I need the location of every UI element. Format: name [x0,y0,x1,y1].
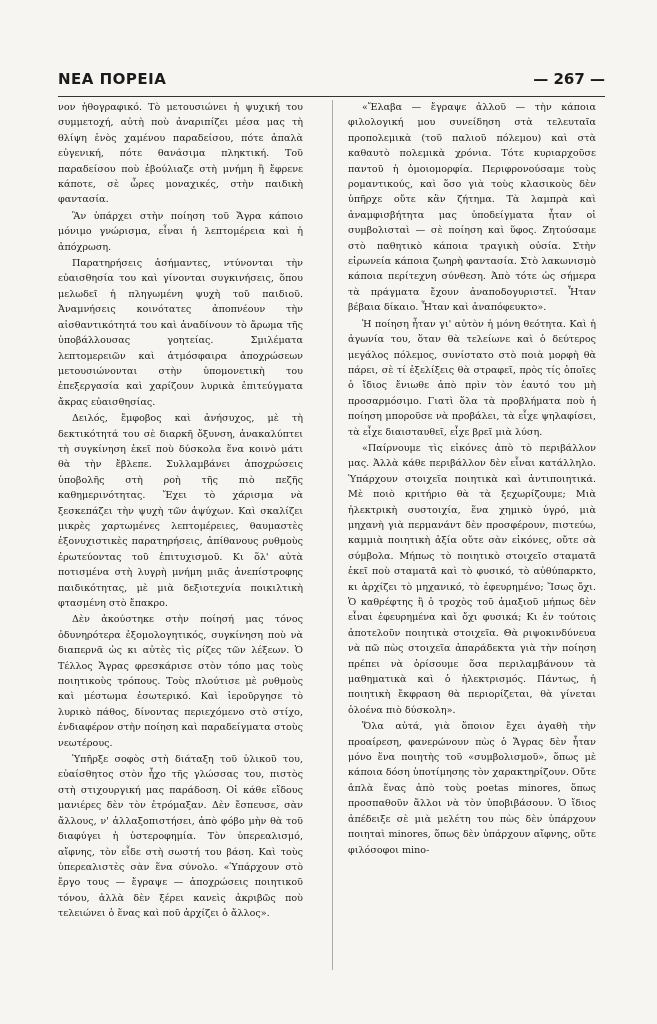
paragraph: Ὅλα αὐτά, γιὰ ὅποιον ἔχει ἀγαθὴ τὴν προαίρεση, φανερώνουν πὼς ὁ Ἄγρας δὲν ἦταν μόνο ἕνα ποιητὴς τοῦ «συμβολισμοῦ», ὅπως μὲ κάποια δόση ὑποτίμησης τὸν χαρακτηρίζουν. Οὔτε ἁπλὰ ἕνας ἀπὸ τοὺς poetas minores, ὅπως προσπαθοῦν ἄλλοι νὰ τὸν ὑποβιβάσουν. Ὁ ἴδιος ἀπέδειξε σὲ μιὰ μελέτη του πὼς δὲν ὑπάρχουν ποιηταὶ minores, ὅπως δὲν ὑπάρχουν αἴφνης, οὔτε φιλόσοφοι mino- [348,721,596,856]
paragraph: Ἡ ποίηση ἦταν γι' αὐτὸν ἡ μόνη θεότητα. Καὶ ἡ ἀγωνία του, ὅταν θὰ τελείωνε καὶ ὁ δεύτερος μεγάλος πόλεμος, συνίστατο στὸ ποιὰ μορφὴ θὰ πάρει, σὲ τί ἐξελίξεις θὰ στραφεῖ, πρὸς τίς ὁποῖες ὁ ἴδιος ἔνιωθε ἀπὸ πρὶν τὸν ἑαυτό του μὴ προσαρμόσιμο. Γιατὶ ὅλα τὰ προβλήματα ποὺ ἡ ποίηση μποροῦσε νὰ προβάλει, τὰ εἶχε ψηλαφίσει, τὰ εἶχε διαισταυθεῖ, εἶχε βρεῖ μιὰ λύση. [348,318,596,438]
paragraph: «Ἔλαβα — ἔγραψε ἀλλοῦ — τὴν κάποια φιλολογική μου συνείδηση στὰ τελευταῖα προπολεμικὰ (τοῦ παλιοῦ πόλεμου) καὶ στὰ καθαυτὸ πολεμικὰ χρόνια. Τότε κυριαρχοῦσε παντοῦ ἡ ὁμοιομορφία. Περιφρονούσαμε τοὺς ρομαντικούς, καὶ ὅσο γιὰ τοὺς κλασικοὺς δὲν ὑπῆρχε οὔτε κἂν ζήτημα. Τὰ λαμπρὰ καὶ ἀναμφισβήτητα μας ὑποδείγματα ἦταν οἱ συμβολισταὶ — σὲ ποίηση καὶ ὕφος. Ζητούσαμε στὸ παθητικὸ κάποια τραγικὴ οὐσία. Στὴν εἰρωνεία κάποια ζωηρὴ φαντασία. Στὸ λακωνισμὸ κάποια περίτεχνη σύνθεση. Ἀπὸ τότε ὡς σήμερα τὰ πράγματα ἔχουν ἀναποδογυριστεῖ. Ἦταν βέβαια δίκαιο. Ἦταν καὶ ἀναπόφευκτο». [348,102,596,314]
page-number: — 267 — [533,70,605,88]
page-header [58,70,605,96]
header-rule [58,96,605,97]
paragraph: Ἂν ὑπάρχει στὴν ποίηση τοῦ Ἄγρα κάποιο μόνιμο γνώρισμα, εἶναι ἡ λεπτομέρεια καὶ ἡ ἀπόχρωση. [58,210,303,253]
column-divider [332,100,333,970]
right-column [348,100,596,858]
journal-title: ΝΕΑ ΠΟΡΕΙΑ [58,70,167,88]
left-column [58,100,303,922]
paragraph: Δὲν ἀκούστηκε στὴν ποίησή μας τόνος ὀδυνηρότερα ἐξομολογητικός, συγκίνηση ποὺ νὰ διαπερνᾶ ὡς κι αὐτὲς τὶς ρίζες τῶν λέξεων. Ὁ Τέλλος Ἄγρας φρεσκάρισε στὸν τόπο μας τοὺς ποιητικοὺς τρόπους. Τοὺς πλούτισε μὲ ρυθμοὺς καὶ μέστωμα ἐσωτερικό. Καὶ ἱεροῦργησε τὸ λυρικὸ πάθος, δίνοντας περιεχόμενο στὸ στίχο, ἐνδιαφέρον στὴν ποίηση καὶ παραδείγματα στοὺς νεωτέρους. [58,614,303,749]
paragraph: νον ἠθογραφικό. Τὸ μετουσιώνει ἡ ψυχική του συμμετοχή, αὐτὴ ποὺ ἀναριπίζει μέσα μας τὴ θλίψη ἑνὸς χαμένου παραδείσου, πότε ἁπαλὰ εὐγενική, πότε θανάσιμα πληκτική. Τοῦ παραδείσου ποὺ ἐβούλιαζε στὴ μνήμη ἢ ἔφρενε κάποτε, σὲ ὧρες μοναχικές, στὴν παιδικὴ φαντασία. [58,102,303,206]
paragraph: Ὑπῆρξε σοφὸς στὴ διάταξη τοῦ ὑλικοῦ του, εὐαίσθητος στὸν ἦχο τῆς γλώσσας του, πιστὸς στὴ στιχουργική μας παράδοση. Οἱ κάθε εἴδους μανιέρες δὲν τὸν ἐτρόμαξαν. Δὲν ἔσπευσε, σὰν ἄλλους, ν' ἀλλαξοπιστήσει, ἀπὸ φόβο μὴν θὰ τοῦ διαφύγει ἡ ὑστεροφημία. Τὸν ὑπερεαλισμό, αἴφνης, τὸν εἶδε στὴ σωστή του βάση. Καὶ τοὺς ὑπερεαλιστὲς σὰν ἕνα σύνολο. «Ὑπάρχουν στὸ ἔργο τους — ἔγραψε — ἀποχρώσεις ποιητικοῦ τόνου, ἀλλὰ δὲν ξέρει κανεὶς ἀκριβῶς ποὺ τελειώνει ὁ ἕνας καὶ ποῦ ἀρχίζει ὁ ἄλλος». [58,754,303,920]
paragraph: Δειλός, ἔμφοβος καὶ ἀνήσυχος, μὲ τὴ δεκτικότητά του σὲ διαρκῆ ὄξυνση, ἀνακαλύπτει τὴ συγκίνηση ἐκεῖ ποὺ δύσκολα ἕνα κοινὸ μάτι θὰ τὴν ἔβλεπε. Συλλαμβάνει ἀποχρώσεις ὑποβολῆς στὴ ροὴ τῆς πιὸ πεζῆς καθημερινότητας. Ἔχει τὸ χάρισμα νὰ ξεσκεπάζει τὴν ψυχὴ τῶν ἀψύχων. Καὶ σκαλίζει μικρὲς χαρτωμένες λεπτομέρειες, θαυμαστὲς ἐξονυχιστικὲς παρατηρήσεις, ἀπίθανους ρυθμοὺς ἐρωτεύοντας τοῦ ἐπιτυχισμοῦ. Κι ὅλ' αὐτὰ ποτισμένα στὴ λυγρὴ μνήμη μιᾶς ἀνεπίστροφης παιδικότητας, μὲ μιὰ δεξιοτεχνία ποικιλτικὴ φτασμένη στὸ ἔπακρο. [58,413,303,609]
paragraph: Παρατηρήσεις ἀσήμαντες, ντύνονται τὴν εὐαισθησία του καὶ γίνονται συγκινήσεις, ὅπου μελωδεῖ ἡ πληγωμένη ψυχὴ τοῦ παιδιοῦ. Ἀναμνήσεις κοινότατες ἀποπνέουν τὴν αἰσθαντικότητά του καὶ ἀναδίνουν τὸ ἄρωμα τῆς ὑποβάλλουσας γοητείας. Σμιλέματα λεπτομερειῶν καὶ ἀτμόσφαιρα ἀποχρώσεων μετουσιώνονται στὴν ὑπομονετικὴ του ἐπεξεργασία καὶ χαρίζουν λυρικὰ ἐπιτεύγματα ἄκρας εὐαισθησίας. [58,258,303,408]
paragraph: «Παίρνουμε τὶς εἰκόνες ἀπὸ τὸ περιβάλλον μας. Ἀλλὰ κάθε περιβάλλον δὲν εἶναι κατάλληλο. Ὑπάρχουν στοιχεῖα ποιητικὰ καὶ ἀντιποιητικά. Μὲ ποιὸ κριτήριο θὰ τὰ ξεχωρίζουμε; Μιὰ ἠλεκτρικὴ συστοιχία, ἕνα χημικὸ ὑγρό, μιὰ μηχανὴ γιὰ περμανάντ δὲν προσφέρουν, πιστεύω, καμμιὰ ποιητικὴ ἀξία οὔτε σὰν εἰκόνες, οὔτε σὰ σύμβολα. Μήπως τὸ ποιητικὸ στοιχεῖο σταματᾶ ἐκεῖ ποὺ σταματᾶ καὶ τὸ φυσικό, τὸ αὐθύπαρκτο, κι ἀρχίζει τὸ μηχανικό, τὸ ἐφευρημένο; Ἴσως ὄχι. Ὁ καθρέφτης ἢ ὁ τροχὸς τοῦ ἁμαξιοῦ μήπως δὲν εἶναι ἐφευρημένα καὶ ὄχι φυσικά; Κι ἐν τούτοις ἀποτελοῦν ποιητικὰ στοιχεῖα. Θὰ ριψοκινδύνευα νὰ πῶ πὼς στοιχεῖα ἀπαράδεκτα γιὰ τὴν ποίηση πρέπει νὰ ὁρίσουμε ὅσα περιλαμβάνουν τὰ μαθηματικὰ καὶ ὁ ἠλεκτρισμός. Πάντως, ἡ ποιητικὴ ἔκφραση θὰ περιορίζεται, θὰ γίνεται ὁλοένα πιὸ δύσκολη». [348,442,596,716]
